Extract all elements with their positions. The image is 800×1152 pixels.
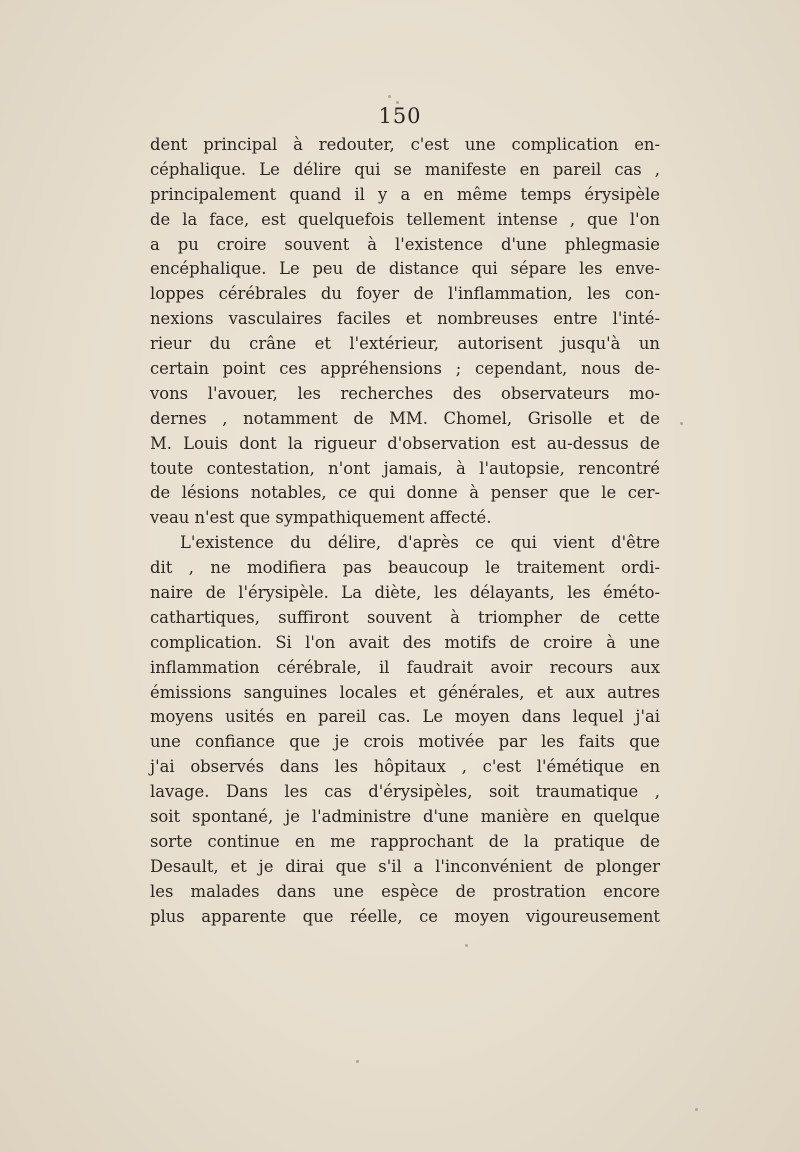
paper-speck xyxy=(680,422,683,425)
text-line: toute contestation, n'ont jamais, à l'autopsie, rencontré xyxy=(150,458,660,478)
paper-speck xyxy=(356,1060,359,1063)
text-line: encéphalique. Le peu de distance qui sépare les enve- xyxy=(150,259,660,279)
body-text xyxy=(150,133,660,930)
text-line: naire de l'érysipèle. La diète, les délayants, les éméto- xyxy=(150,583,660,603)
text-line: inflammation cérébrale, il faudrait avoir recours aux xyxy=(150,657,660,677)
paper-speck xyxy=(465,944,468,947)
text-line: a pu croire souvent à l'existence d'une phlegmasie xyxy=(150,234,660,254)
text-line: M. Louis dont la rigueur d'observation est au-dessus de xyxy=(150,433,660,453)
text-line: plus apparente que réelle, ce moyen vigoureusement xyxy=(150,906,660,926)
text-line: complication. Si l'on avait des motifs de croire à une xyxy=(150,632,660,652)
text-line: soit spontané, je l'administre d'une manière en quelque xyxy=(150,807,660,827)
text-line: émissions sanguines locales et générales, et aux autres xyxy=(150,682,660,702)
text-line: Desault, et je dirai que s'il a l'inconvénient de plonger xyxy=(150,856,660,876)
text-line: céphalique. Le délire qui se manifeste en pareil cas , xyxy=(150,159,660,179)
text-line: dernes , notamment de MM. Chomel, Grisolle et de xyxy=(150,408,660,428)
paper-speck xyxy=(396,101,399,104)
text-line: nexions vasculaires faciles et nombreuses entre l'inté- xyxy=(150,309,660,329)
page-number: 150 xyxy=(378,104,422,128)
text-line: dit , ne modifiera pas beaucoup le traitement ordi- xyxy=(150,558,660,578)
text-line: certain point ces appréhensions ; cependant, nous de- xyxy=(150,359,660,379)
text-line: moyens usités en pareil cas. Le moyen dans lequel j'ai xyxy=(150,707,660,727)
text-line: loppes cérébrales du foyer de l'inflammation, les con- xyxy=(150,284,660,304)
paper-speck xyxy=(388,95,391,98)
text-line: de lésions notables, ce qui donne à penser que le cer- xyxy=(150,483,660,503)
text-line: de la face, est quelquefois tellement intense , que l'on xyxy=(150,209,660,229)
text-line: dent principal à redouter, c'est une complication en- xyxy=(150,135,660,154)
text-line-paragraph-end: veau n'est que sympathiquement affecté. xyxy=(150,508,492,528)
text-line: une confiance que je crois motivée par les faits que xyxy=(150,732,660,752)
text-line: j'ai observés dans les hôpitaux , c'est l'émétique en xyxy=(150,757,660,777)
text-line: sorte continue en me rapprochant de la pratique de xyxy=(150,831,660,851)
paper-speck xyxy=(695,1108,698,1111)
text-line: lavage. Dans les cas d'érysipèles, soit traumatique , xyxy=(150,782,660,802)
text-line: vons l'avouer, les recherches des observateurs mo- xyxy=(150,383,660,403)
text-line: rieur du crâne et l'extérieur, autorisent jusqu'à un xyxy=(150,334,660,354)
text-line: cathartiques, suffiront souvent à triompher de cette xyxy=(150,607,660,627)
text-line: principalement quand il y a en même temps érysipèle xyxy=(150,184,660,204)
text-line: les malades dans une espèce de prostration encore xyxy=(150,881,660,901)
text-line-paragraph-start: L'existence du délire, d'après ce qui vient d'être xyxy=(180,533,660,553)
